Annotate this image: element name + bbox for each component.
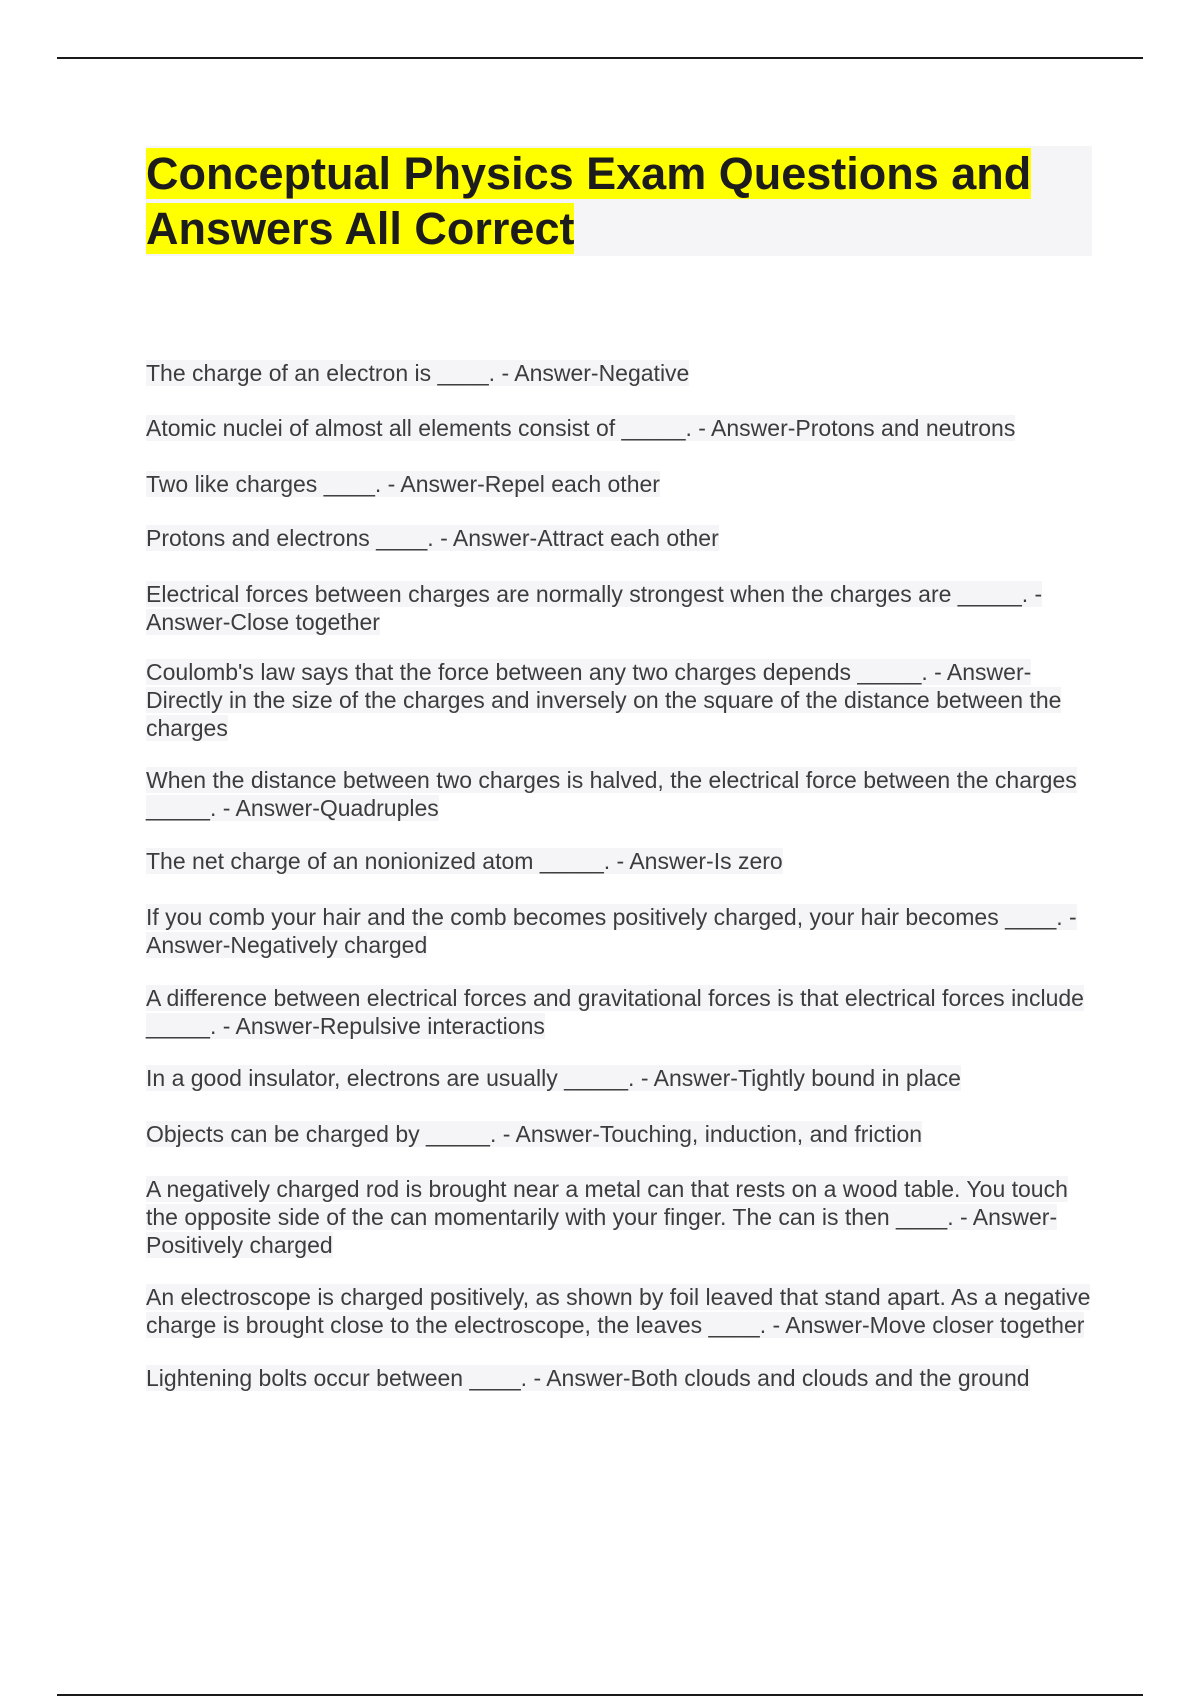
qa-item-text: Objects can be charged by _____. - Answer-Touching, induction, and friction [146, 1121, 923, 1147]
qa-item-text: When the distance between two charges is halved, the electrical force between the charges _____. - Answer-Quadruples [146, 767, 1077, 821]
qa-item-text: An electroscope is charged positively, as shown by foil leaved that stand apart. As a negative charge is brought close to the electroscope, the leaves ____. - Answer-Move closer together [146, 1284, 1091, 1338]
qa-item-text: Coulomb's law says that the force between any two charges depends _____. - Answer-Directly in the size of the charges and inversely on the square of the distance between the charges [146, 659, 1062, 741]
qa-item [146, 766, 1096, 822]
bottom-rule [57, 1694, 1143, 1696]
qa-item [146, 984, 1096, 1040]
qa-item-text: In a good insulator, electrons are usually _____. - Answer-Tightly bound in place [146, 1065, 961, 1091]
qa-item-text: Protons and electrons ____. - Answer-Attract each other [146, 525, 719, 551]
page-title-text: Conceptual Physics Exam Questions and Answers All Correct [146, 148, 1032, 254]
qa-item [146, 414, 1096, 442]
qa-item-text: A difference between electrical forces and gravitational forces is that electrical forces include _____. - Answer-Repulsive interactions [146, 985, 1084, 1039]
qa-item [146, 524, 1096, 552]
qa-item-text: Atomic nuclei of almost all elements consist of _____. - Answer-Protons and neutrons [146, 415, 1016, 441]
top-rule [57, 57, 1143, 59]
qa-item [146, 847, 1096, 875]
qa-item [146, 1175, 1096, 1259]
qa-item [146, 470, 1096, 498]
qa-item [146, 658, 1096, 742]
qa-item [146, 1364, 1096, 1392]
qa-item [146, 1120, 1096, 1148]
qa-item-text: The charge of an electron is ____. - Answer-Negative [146, 360, 690, 386]
qa-item [146, 903, 1096, 959]
qa-item-text: If you comb your hair and the comb becomes positively charged, your hair becomes ____. - Answer-Negatively charged [146, 904, 1077, 958]
qa-item [146, 1064, 1096, 1092]
qa-item [146, 1283, 1096, 1339]
qa-list [146, 359, 1096, 1392]
qa-item-text: Lightening bolts occur between ____. - Answer-Both clouds and clouds and the ground [146, 1365, 1030, 1391]
qa-item-text: A negatively charged rod is brought near a metal can that rests on a wood table. You touch the opposite side of the can momentarily with your finger. The can is then ____. - Answer-Positively charged [146, 1176, 1068, 1258]
qa-item [146, 580, 1096, 636]
qa-item-text: Two like charges ____. - Answer-Repel each other [146, 471, 660, 497]
page-title [146, 146, 1086, 256]
qa-item-text: The net charge of an nonionized atom _____. - Answer-Is zero [146, 848, 783, 874]
qa-item [146, 359, 1096, 387]
qa-item-text: Electrical forces between charges are normally strongest when the charges are _____. - Answer-Close together [146, 581, 1043, 635]
